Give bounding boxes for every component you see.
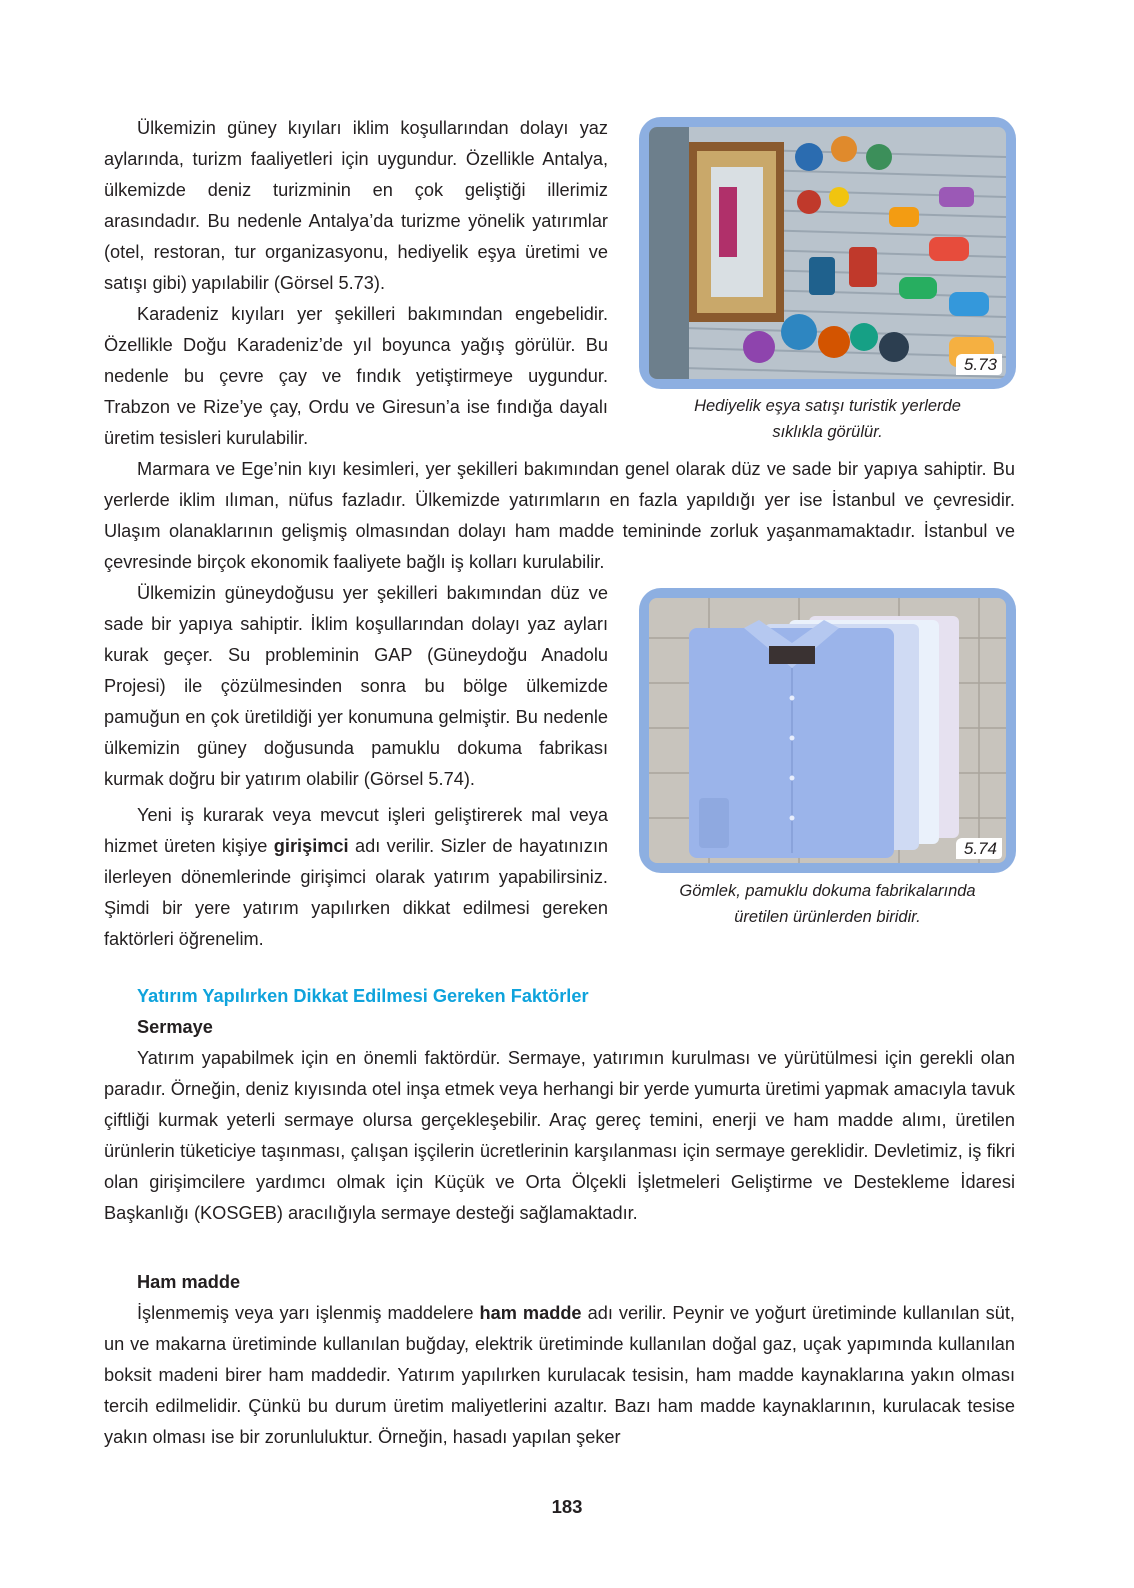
caption-line: Hediyelik eşya satışı turistik yerlerde bbox=[694, 397, 961, 415]
paragraph-sermaye: Yatırım yapabilmek için en önemli faktördür. Sermaye, yatırımın kurulması ve yürütülmesi için gerekli olan paradır. Örneğin, deniz kıyısında otel inşa etmek veya herhangi bir yerde yumurta üretimi yapmak amacıyla tavuk çiftliği kurmak yeterli sermaye olursa gerçekleşebilir. Araç gereç temini, enerji ve ham madde alımı, üretilen ürünlerin tüketiciye taşınması, çalışan işçilerin ücretlerinin karşılanması için sermaye gereklidir. Devletimiz, iş fikri olan girişimcilere yardımcı olmak için Küçük ve Orta Ölçekli İşletmeleri Geliştirme ve Destekleme İdaresi Başkanlığı (KOSGEB) aracılığıyla sermaye desteği sağlamaktadır. bbox=[104, 1048, 1015, 1223]
subheading-ham-madde: Ham madde bbox=[137, 1272, 241, 1292]
text-segment: adı verilir. Peynir ve yoğurt üretiminde kullanılan süt, un ve makarna üretiminde kullanılan buğday, elektrik üretiminde kullanılan doğal gaz, uçak yapımında kullanılan boksit madeni birer ham maddedir. Yatırım yapılırken kurulacak tesisin, ham madde kaynaklarına yakın olması tercih edilmelidir. Çünkü bu durum üretim maliyetlerini azaltır. Bazı ham madde kaynaklarının, kurulacak tesise yakın olması ise bir zorunluluktur. Örneğin, hasadı yapılan şeker bbox=[104, 1303, 1015, 1447]
paragraph-marmara-ege: Marmara ve Ege’nin kıyı kesimleri, yer şekilleri bakımından genel olarak düz ve sade bir yapıya sahiptir. Bu yerlerde iklim ılıman, nüfus fazladır. Ülkemizde yatırımların en fazla yapıldığı yer ise İstanbul ve çevresidir. Ulaşım olanaklarının gelişmiş olmasından dolayı ham madde temininde zorluk yaşanmamaktadır. İstanbul ve çevresinde birçok ekonomik faaliyete bağlı iş kolları kurulabilir. bbox=[104, 459, 1015, 572]
term-ham-madde: ham madde bbox=[479, 1303, 582, 1323]
paragraph-karadeniz: Karadeniz kıyıları yer şekilleri bakımından engebelidir. Özellikle Doğu Karadeniz’de yıl boyunca yağış görülür. Bu nedenle bu çevre çay ve fındık yetiştirmeye uygundur. Trabzon ve Rize’ye çay, Ordu ve Giresun’a ise fındığa dayalı üretim tesisleri kurulabilir. bbox=[104, 304, 608, 448]
paragraph-guneydogu: Ülkemizin güneydoğusu yer şekilleri bakımından düz ve sade bir yapıya sahiptir. İklim koşullarından dolayı yaz ayları kurak geçer. Su probleminin GAP (Güneydoğu Anadolu Projesi) ile çözülmesinden sonra bu bölge ülkemizde pamuğun en çok üretildiği yer konumuna gelmiştir. Bu nedenle ülkemizin güney doğusunda pamuklu dokuma fabrikası kurmak doğru bir yatırım olabilir (Görsel 5.74). bbox=[104, 583, 608, 789]
figure-number: 5.74 bbox=[956, 838, 1002, 859]
paragraph-girisimci bbox=[104, 800, 608, 955]
figure-caption bbox=[639, 878, 1016, 930]
figure-souvenir-shop bbox=[639, 117, 1016, 389]
text-segment: adı verilir. Sizler de hayatınızın ilerleyen dönemlerinde girişimci olarak yatırım yapabilirsiniz. Şimdi bir yere yatırım yapılırken dikkat edilmesi gereken faktörleri öğrenelim. bbox=[104, 836, 608, 949]
section-heading: Yatırım Yapılırken Dikkat Edilmesi Gereken Faktörler bbox=[137, 986, 589, 1006]
caption-line: üretilen ürünlerden biridir. bbox=[734, 908, 921, 926]
subheading-sermaye: Sermaye bbox=[137, 1017, 213, 1037]
term-girisimci: girişimci bbox=[273, 836, 349, 856]
page-number: 183 bbox=[551, 1496, 583, 1517]
shirts-photo bbox=[649, 598, 1006, 863]
caption-line: Gömlek, pamuklu dokuma fabrikalarında bbox=[679, 882, 976, 900]
figure-number: 5.73 bbox=[956, 354, 1002, 375]
paragraph-ham-madde bbox=[104, 1298, 1015, 1453]
text-segment: Yeni iş kurarak veya mevcut işleri geliştirerek mal veya hizmet üreten kişiye bbox=[104, 805, 608, 856]
text-segment: İşlenmemiş veya yarı işlenmiş maddelere bbox=[137, 1303, 480, 1323]
paragraph-turizm: Ülkemizin güney kıyıları iklim koşullarından dolayı yaz aylarında, turizm faaliyetleri için uygundur. Özellikle Antalya, ülkemizde deniz turizminin en çok geliştiği illerimiz arasındadır. Bu nedenle Antalya’da turizme yönelik yatırımlar (otel, restoran, tur organizasyonu, hediyelik eşya üretimi ve satışı gibi) yapılabilir (Görsel 5.73). bbox=[104, 118, 608, 293]
caption-line: sıklıkla görülür. bbox=[772, 423, 883, 441]
souvenir-shop-photo bbox=[649, 127, 1006, 379]
figure-shirts bbox=[639, 588, 1016, 873]
figure-caption bbox=[639, 393, 1016, 445]
